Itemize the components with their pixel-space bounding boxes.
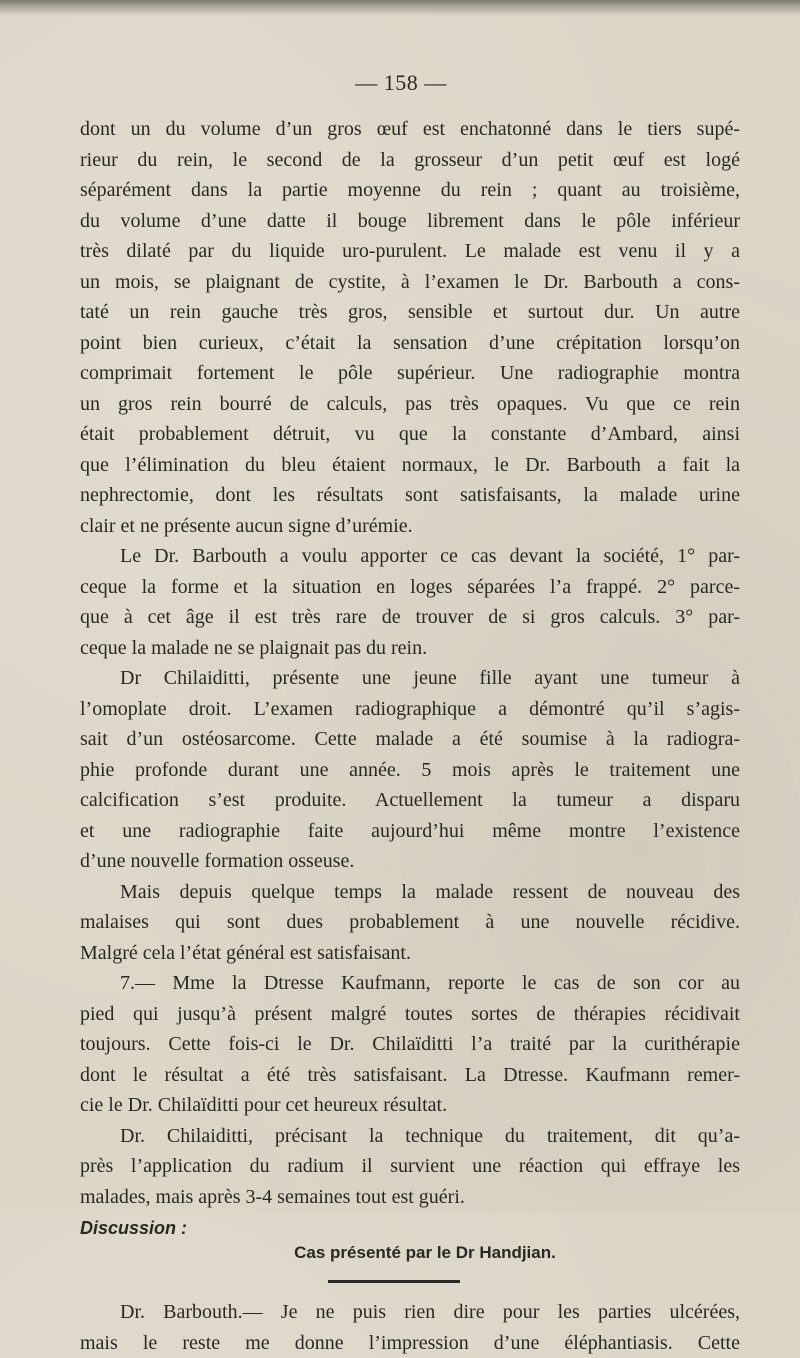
text-line: calcification s’est produite. Actuellement la tumeur a disparu [80,785,740,816]
text-line: Dr. Barbouth.— Je ne puis rien dire pour les parties ulcérées, [80,1297,740,1328]
book-page [80,70,740,1358]
body-text [80,114,740,1212]
text-line: malaises qui sont dues probablement à une nouvelle récidive. [80,907,740,938]
case-heading: Cas présenté par le Dr Handjian. [110,1240,740,1266]
page-top-edge [0,0,800,16]
text-line: dont un du volume d’un gros œuf est enchatonné dans le tiers supé- [80,114,740,145]
text-line: un mois, se plaignant de cystite, à l’examen le Dr. Barbouth a cons- [80,267,740,298]
text-line: pied qui jusqu’à présent malgré toutes sortes de thérapies récidivait [80,999,740,1030]
text-line: rieur du rein, le second de la grosseur d’un petit œuf est logé [80,145,740,176]
discussion-heading: Discussion : [80,1214,740,1242]
page-number: — 158 — [62,70,740,96]
text-line: phie profonde durant une année. 5 mois après le traitement une [80,755,740,786]
text-line: et une radiographie faite aujourd’hui même montre l’existence [80,816,740,847]
text-line: point bien curieux, c’était la sensation d’une crépitation lorsqu’on [80,328,740,359]
text-line: était probablement détruit, vu que la constante d’Ambard, ainsi [80,419,740,450]
text-line: Dr Chilaiditti, présente une jeune fille ayant une tumeur à [80,663,740,694]
section-rule [328,1280,460,1283]
text-line: un gros rein bourré de calculs, pas très opaques. Vu que ce rein [80,389,740,420]
text-line: ceque la malade ne se plaignait pas du rein. [80,633,740,664]
text-line: ceque la forme et la situation en loges séparées l’a frappé. 2° parce- [80,572,740,603]
text-line: l’omoplate droit. L’examen radiographique a démontré qu’il s’agis- [80,694,740,725]
text-line: très dilaté par du liquide uro-purulent. Le malade est venu il y a [80,236,740,267]
text-line: clair et ne présente aucun signe d’urémie. [80,511,740,542]
text-line: 7.— Mme la Dtresse Kaufmann, reporte le cas de son cor au [80,968,740,999]
text-line: nephrectomie, dont les résultats sont satisfaisants, la malade urine [80,480,740,511]
text-line: toujours. Cette fois-ci le Dr. Chilaïditti l’a traité par la curithérapie [80,1029,740,1060]
text-line: comprimait fortement le pôle supérieur. Une radiographie montra [80,358,740,389]
text-line: dont le résultat a été très satisfaisant. La Dtresse. Kaufmann remer- [80,1060,740,1091]
text-line: malades, mais après 3-4 semaines tout est guéri. [80,1182,740,1213]
text-line: séparément dans la partie moyenne du rein ; quant au troisième, [80,175,740,206]
text-line: sait d’un ostéosarcome. Cette malade a été soumise à la radiogra- [80,724,740,755]
text-line: près l’application du radium il survient une réaction qui effraye les [80,1151,740,1182]
text-line: cie le Dr. Chilaïditti pour cet heureux résultat. [80,1090,740,1121]
text-line: Dr. Chilaiditti, précisant la technique du traitement, dit qu’a- [80,1121,740,1152]
text-line: taté un rein gauche très gros, sensible et surtout dur. Un autre [80,297,740,328]
text-line: Le Dr. Barbouth a voulu apporter ce cas devant la société, 1° par- [80,541,740,572]
text-line: mais le reste me donne l’impression d’une éléphantiasis. Cette [80,1328,740,1358]
final-text [80,1297,740,1358]
text-line: que l’élimination du bleu étaient normaux, le Dr. Barbouth a fait la [80,450,740,481]
text-line: que à cet âge il est très rare de trouver de si gros calculs. 3° par- [80,602,740,633]
text-line: Malgré cela l’état général est satisfaisant. [80,938,740,969]
text-line: d’une nouvelle formation osseuse. [80,846,740,877]
text-line: Mais depuis quelque temps la malade ressent de nouveau des [80,877,740,908]
text-line: du volume d’une datte il bouge librement dans le pôle inférieur [80,206,740,237]
